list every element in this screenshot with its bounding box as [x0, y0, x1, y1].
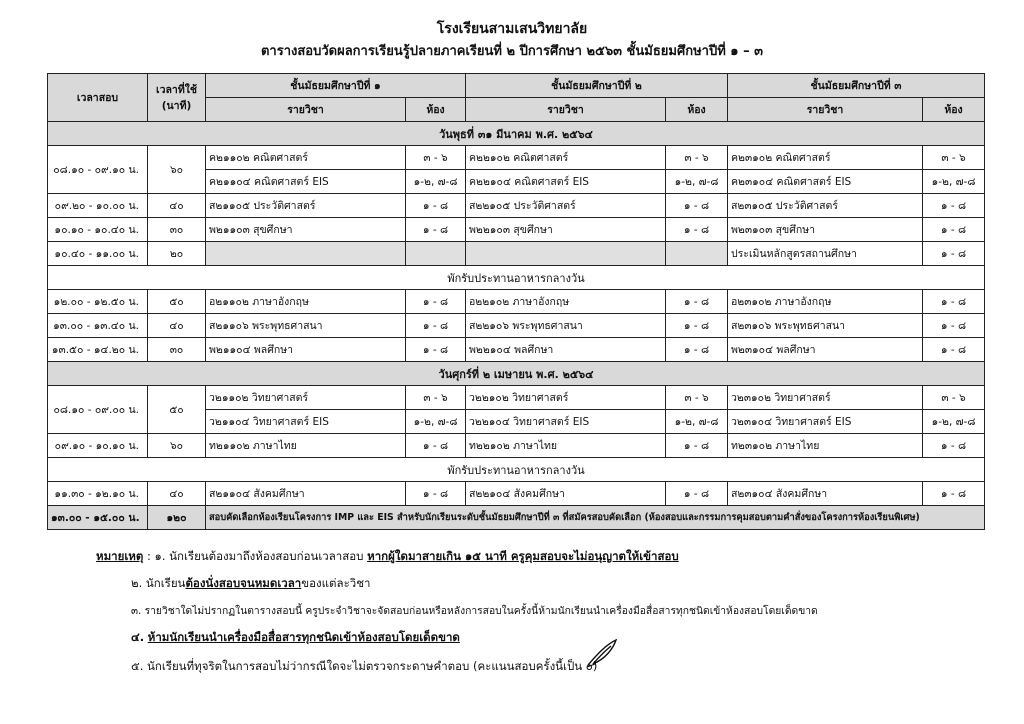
room-m2: ๓ - ๖ [666, 386, 728, 410]
exam-time: ๐๙.๑๐ - ๑๐.๑๐ น. [48, 434, 148, 458]
subject-m3: พ๒๓๑๐๓ สุขศึกษา [728, 218, 923, 242]
room-m3: ๓ - ๖ [923, 146, 985, 170]
exam-time: ๑๓.๐๐ - ๑๕.๐๐ น. [48, 506, 148, 530]
room-m2: ๑ - ๘ [666, 314, 728, 338]
room-m1: ๑ - ๘ [406, 338, 466, 362]
room-m1: ๑ - ๘ [406, 218, 466, 242]
room-m2: ๑ - ๘ [666, 482, 728, 506]
exam-time: ๑๐.๔๐ - ๑๑.๐๐ น. [48, 242, 148, 266]
col-header-m2: ชั้นมัธยมศึกษาปีที่ ๒ [466, 74, 728, 98]
table-row [48, 218, 985, 242]
subject-m2: ส๒๒๑๐๔ สังคมศึกษา [466, 482, 666, 506]
table-row [48, 194, 985, 218]
lunch-break: พักรับประทานอาหารกลางวัน [48, 458, 985, 482]
exam-time: ๑๐.๑๐ - ๑๐.๔๐ น. [48, 218, 148, 242]
empty-cell [466, 242, 666, 266]
day-header: วันศุกร์ที่ ๒ เมษายน พ.ศ. ๒๕๖๔ [48, 362, 985, 386]
exam-duration: ๓๐ [148, 218, 206, 242]
subject-m3: ส๒๓๑๐๔ สังคมศึกษา [728, 482, 923, 506]
subject-m1: อ๒๑๑๐๒ ภาษาอังกฤษ [206, 290, 406, 314]
room-m3: ๑ - ๘ [923, 290, 985, 314]
room-m1: ๑ - ๘ [406, 314, 466, 338]
room-m3: ๑-๒, ๗-๘ [923, 170, 985, 194]
table-row [48, 242, 985, 266]
subject-m1: ว๒๑๑๐๒ วิทยาศาสตร์ [206, 386, 406, 410]
room-m3: ๓ - ๖ [923, 386, 985, 410]
table-row [48, 434, 985, 458]
exam-time: ๐๘.๑๐ - ๐๙.๐๐ น. [48, 386, 148, 434]
exam-schedule-table [47, 73, 985, 530]
empty-cell [666, 242, 728, 266]
subject-m1: พ๒๑๑๐๔ พลศึกษา [206, 338, 406, 362]
room-m3: ๑ - ๘ [923, 434, 985, 458]
subject-m2: พ๒๒๑๐๓ สุขศึกษา [466, 218, 666, 242]
col-header-m3: ชั้นมัธยมศึกษาปีที่ ๓ [728, 74, 985, 98]
exam-duration: ๑๒๐ [148, 506, 206, 530]
school-title: โรงเรียนสามเสนวิทยาลัย [436, 21, 588, 37]
col-header-duration: เวลาที่ใช้ (นาที) [148, 74, 206, 122]
note-2-text: ๒. นักเรียน [131, 576, 186, 590]
col-header-subject: รายวิชา [206, 98, 406, 122]
special-exam-text: สอบคัดเลือกห้องเรียนโครงการ IMP และ EIS สำหรับนักเรียนระดับชั้นมัธยมศึกษาปีที่ ๓ ที่สมัครสอบคัดเลือก (ห้องสอบและกรรมการคุมสอบตามคำสั่งของโครงการห้องเรียนพิเศษ) [206, 506, 985, 530]
col-header-room: ห้อง [406, 98, 466, 122]
room-m1: ๑-๒, ๗-๘ [406, 170, 466, 194]
subject-m3: พ๒๓๑๐๔ พลศึกษา [728, 338, 923, 362]
subject-m1: ค๒๑๑๐๔ คณิตศาสตร์ EIS [206, 170, 406, 194]
table-row [48, 290, 985, 314]
day-header: วันพุธที่ ๓๑ มีนาคม พ.ศ. ๒๕๖๔ [48, 122, 985, 146]
subject-m3: ว๒๓๑๐๔ วิทยาศาสตร์ EIS [728, 410, 923, 434]
note-4-number: ๔. [131, 630, 145, 644]
signature-mark [585, 637, 619, 669]
exam-duration: ๓๐ [148, 338, 206, 362]
exam-time: ๐๘.๑๐ - ๐๙.๑๐ น. [48, 146, 148, 194]
table-row [48, 314, 985, 338]
subject-m3: ส๒๓๑๐๕ ประวัติศาสตร์ [728, 194, 923, 218]
empty-cell [206, 242, 406, 266]
room-m1: ๑ - ๘ [406, 194, 466, 218]
note-1-emphasis: หากผู้ใดมาสายเกิน ๑๕ นาที ครูคุมสอบจะไม่อนุญาตให้เข้าสอบ [367, 549, 679, 563]
exam-time: ๑๓.๐๐ - ๑๓.๔๐ น. [48, 314, 148, 338]
exam-duration: ๔๐ [148, 194, 206, 218]
room-m2: ๑ - ๘ [666, 194, 728, 218]
room-m3: ๑-๒, ๗-๘ [923, 410, 985, 434]
room-m1: ๓ - ๖ [406, 146, 466, 170]
subject-m2: พ๒๒๑๐๔ พลศึกษา [466, 338, 666, 362]
table-row [48, 338, 985, 362]
subject-m2: ค๒๒๑๐๔ คณิตศาสตร์ EIS [466, 170, 666, 194]
exam-duration: ๖๐ [148, 434, 206, 458]
exam-time: ๑๒.๐๐ - ๑๒.๕๐ น. [48, 290, 148, 314]
subject-m3: ว๒๓๑๐๒ วิทยาศาสตร์ [728, 386, 923, 410]
subject-m2: ว๒๒๑๐๒ วิทยาศาสตร์ [466, 386, 666, 410]
subject-m3: ค๒๓๑๐๔ คณิตศาสตร์ EIS [728, 170, 923, 194]
empty-cell [406, 242, 466, 266]
subject-m2: อ๒๒๑๐๒ ภาษาอังกฤษ [466, 290, 666, 314]
exam-duration: ๒๐ [148, 242, 206, 266]
subject-m2: ท๒๒๑๐๒ ภาษาไทย [466, 434, 666, 458]
subject-m3: ประเมินหลักสูตรสถานศึกษา [728, 242, 923, 266]
col-header-time: เวลาสอบ [48, 74, 148, 122]
subject-m1: ส๒๑๑๐๖ พระพุทธศาสนา [206, 314, 406, 338]
col-header-subject: รายวิชา [466, 98, 666, 122]
exam-duration: ๖๐ [148, 146, 206, 194]
room-m3: ๑ - ๘ [923, 314, 985, 338]
room-m2: ๑-๒, ๗-๘ [666, 410, 728, 434]
room-m3: ๑ - ๘ [923, 194, 985, 218]
note-5-text: ๕. นักเรียนที่ทุจริตในการสอบไม่ว่ากรณีใดจะไม่ตรวจกระดาษคำตอบ (คะแนนสอบครั้งนี้เป็น ๐) [131, 659, 598, 673]
col-header-room: ห้อง [923, 98, 985, 122]
table-row [48, 386, 985, 410]
exam-time: ๐๙.๒๐ - ๑๐.๐๐ น. [48, 194, 148, 218]
room-m1: ๑-๒, ๗-๘ [406, 410, 466, 434]
notes-label: หมายเหตุ [96, 549, 144, 563]
subject-m2: ส๒๒๑๐๕ ประวัติศาสตร์ [466, 194, 666, 218]
exam-duration: ๕๐ [148, 290, 206, 314]
subject-m1: ส๒๑๑๐๔ สังคมศึกษา [206, 482, 406, 506]
subject-m3: ค๒๓๑๐๒ คณิตศาสตร์ [728, 146, 923, 170]
subject-m3: อ๒๓๑๐๒ ภาษาอังกฤษ [728, 290, 923, 314]
subject-m1: ว๒๑๑๐๔ วิทยาศาสตร์ EIS [206, 410, 406, 434]
exam-time: ๑๑.๓๐ - ๑๒.๑๐ น. [48, 482, 148, 506]
room-m3: ๑ - ๘ [923, 338, 985, 362]
subject-m1: ส๒๑๑๐๕ ประวัติศาสตร์ [206, 194, 406, 218]
exam-time: ๑๓.๕๐ - ๑๔.๒๐ น. [48, 338, 148, 362]
room-m1: ๑ - ๘ [406, 290, 466, 314]
room-m1: ๑ - ๘ [406, 482, 466, 506]
table-row [48, 146, 985, 170]
table-row [48, 482, 985, 506]
room-m3: ๑ - ๘ [923, 218, 985, 242]
room-m2: ๑ - ๘ [666, 218, 728, 242]
note-4-emphasis: ห้ามนักเรียนนำเครื่องมือสื่อสารทุกชนิดเข้าห้องสอบโดยเด็ดขาด [147, 630, 460, 644]
col-header-m1: ชั้นมัธยมศึกษาปีที่ ๑ [206, 74, 466, 98]
col-header-subject: รายวิชา [728, 98, 923, 122]
room-m3: ๑ - ๘ [923, 482, 985, 506]
room-m2: ๑ - ๘ [666, 434, 728, 458]
room-m2: ๓ - ๖ [666, 146, 728, 170]
room-m1: ๑ - ๘ [406, 434, 466, 458]
exam-duration: ๕๐ [148, 386, 206, 434]
schedule-subtitle: ตารางสอบวัดผลการเรียนรู้ปลายภาคเรียนที่ ๒ ปีการศึกษา ๒๕๖๓ ชั้นมัธยมศึกษาปีที่ ๑ – ๓ [260, 44, 763, 59]
subject-m1: ท๒๑๑๐๒ ภาษาไทย [206, 434, 406, 458]
col-header-room: ห้อง [666, 98, 728, 122]
room-m2: ๑-๒, ๗-๘ [666, 170, 728, 194]
subject-m2: ค๒๒๑๐๒ คณิตศาสตร์ [466, 146, 666, 170]
subject-m3: ท๒๓๑๐๒ ภาษาไทย [728, 434, 923, 458]
note-3-text: ๓. รายวิชาใดไม่ปรากฏในตารางสอบนี้ ครูประจำวิชาจะจัดสอบก่อนหรือหลังการสอบในครั้งนี้ห้ามนักเรียนนำเครื่องมือสื่อสารทุกชนิดเข้าห้องสอบโดยเด็ดขาด [131, 605, 818, 617]
exam-duration: ๔๐ [148, 314, 206, 338]
special-exam-row [48, 506, 985, 530]
exam-duration: ๔๐ [148, 482, 206, 506]
room-m2: ๑ - ๘ [666, 290, 728, 314]
subject-m2: ว๒๒๑๐๔ วิทยาศาสตร์ EIS [466, 410, 666, 434]
room-m3: ๑ - ๘ [923, 242, 985, 266]
room-m2: ๑ - ๘ [666, 338, 728, 362]
note-1-text: : ๑. นักเรียนต้องมาถึงห้องสอบก่อนเวลาสอบ [147, 549, 368, 563]
note-2-suffix: ของแต่ละวิชา [301, 576, 371, 590]
room-m1: ๓ - ๖ [406, 386, 466, 410]
note-2-emphasis: ต้องนั่งสอบจนหมดเวลา [185, 576, 302, 590]
subject-m2: ส๒๒๑๐๖ พระพุทธศาสนา [466, 314, 666, 338]
subject-m3: ส๒๓๑๐๖ พระพุทธศาสนา [728, 314, 923, 338]
lunch-break: พักรับประทานอาหารกลางวัน [48, 266, 985, 290]
subject-m1: พ๒๑๑๐๓ สุขศึกษา [206, 218, 406, 242]
subject-m1: ค๒๑๑๐๒ คณิตศาสตร์ [206, 146, 406, 170]
